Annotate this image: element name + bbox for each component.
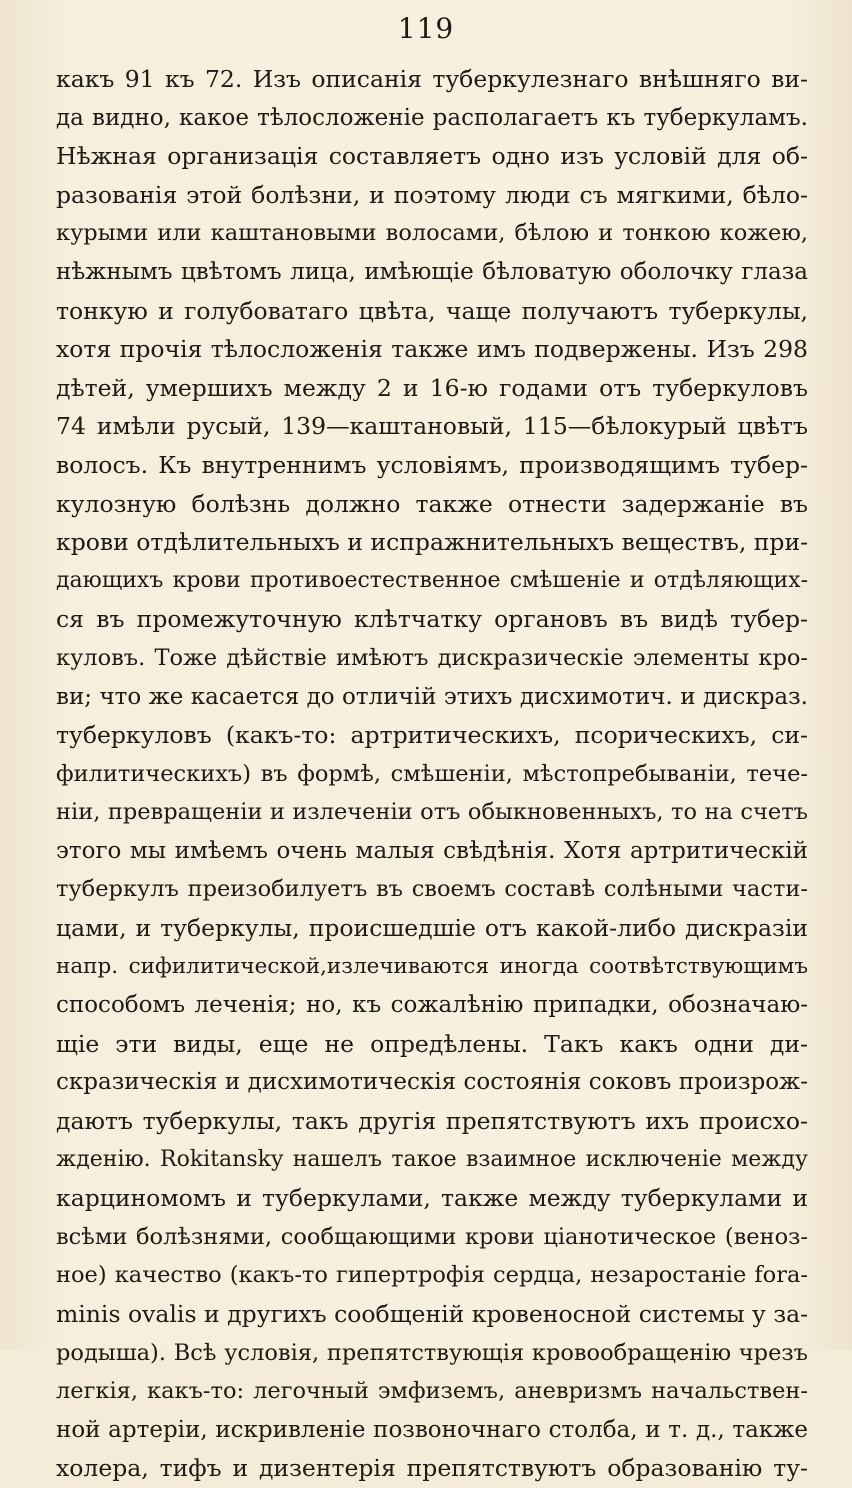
text-line: нѣжнымъ цвѣтомъ лица, имѣющіе бѣловатую оболочку глаза <box>56 258 808 285</box>
text-line: этого мы имѣемъ очень малыя свѣдѣнія. Хотя артритическій <box>56 837 808 864</box>
text-line: способомъ леченія; но, къ сожалѣнію припадки, обозначаю- <box>56 992 808 1019</box>
text-line: ви; что же касается до отличій этихъ дисхимотич. и дискраз. <box>56 683 808 710</box>
text-line: ся въ промежуточную клѣтчатку органовъ въ видѣ тубер- <box>56 605 808 634</box>
text-line: волосъ. Къ внутреннимъ условіямъ, производящимъ тубер- <box>56 450 808 479</box>
text-line: какъ 91 къ 72. Изъ описанія туберкулезнаго внѣшняго ви- <box>56 65 808 93</box>
text-line: кулозную болѣзнь должно также отнести задержаніе въ <box>56 489 808 518</box>
text-line: скразическія и дисхимотическія состоянія соковъ произрож- <box>56 1069 808 1096</box>
text-line: ніи, превращеніи и излеченіи отъ обыкновенныхъ, то на счетъ <box>56 799 808 826</box>
text-line: холера, тифъ и дизентерія препятствуютъ образованію ту- <box>56 1454 808 1483</box>
text-line: разованія этой болѣзни, и поэтому люди съ мягкими, бѣло- <box>56 180 808 209</box>
text-line: даютъ туберкулы, такъ другія препятствуютъ ихъ происхо- <box>56 1107 808 1136</box>
text-line: minis ovalis и другихъ сообщеній кровеносной системы у за- <box>56 1300 808 1328</box>
text-line: 74 имѣли русый, 139—каштановый, 115—бѣлокурый цвѣтъ <box>56 412 808 441</box>
text-line: да видно, какое тѣлосложеніе располагаетъ къ туберкуламъ. <box>56 104 808 131</box>
text-line: туберкуловъ (какъ-то: артритическихъ, псорическихъ, си- <box>56 721 808 750</box>
text-line: крови отдѣлительныхъ и испражнительныхъ веществъ, при- <box>56 528 808 557</box>
text-line: щіе эти виды, еще не опредѣлены. Такъ какъ одни ди- <box>56 1029 808 1058</box>
text-line: цами, и туберкулы, происшедшіе отъ какой-либо дискразіи <box>56 914 808 943</box>
text-line: родыша). Всѣ условія, препятствующія кровообращенію чрезъ <box>56 1339 808 1366</box>
text-line: легкія, какъ-то: легочный эмфиземъ, аневризмъ начальствен- <box>56 1378 808 1405</box>
text-line: жденію. Rokitansky нашелъ такое взаимное исключеніе между <box>56 1146 808 1172</box>
text-line: дающихъ крови противоестественное смѣшеніе и отдѣляющих- <box>56 567 808 593</box>
text-line: тонкую и голубоватаго цвѣта, чаще получаютъ туберкулы, <box>56 296 808 325</box>
text-line: всѣми болѣзнями, сообщающими крови ціанотическое (веноз- <box>56 1223 808 1250</box>
text-line: филитическихъ) въ формѣ, смѣшеніи, мѣстопребываніи, тече- <box>56 760 808 787</box>
text-line: напр. сифилитической,излечиваются иногда соотвѣтствующимъ <box>56 953 808 979</box>
text-line: куловъ. Тоже дѣйствіе имѣютъ дискразическіе элементы кро- <box>56 644 808 671</box>
text-line: туберкулъ преизобилуетъ въ своемъ составѣ солѣными части- <box>56 876 808 903</box>
text-line: дѣтей, умершихъ между 2 и 16-ю годами отъ туберкуловъ <box>56 373 808 402</box>
text-line: курыми или каштановыми волосами, бѣлою и тонкою кожею, <box>56 220 808 247</box>
page-number: 119 <box>397 12 455 45</box>
text-line: карциномомъ и туберкулами, также между туберкулами и <box>56 1184 808 1213</box>
text-line: ной артеріи, искривленіе позвоночнаго столба, и т. д., также <box>56 1416 808 1443</box>
page-text-body <box>56 60 808 1488</box>
text-line: Нѣжная организація составляетъ одно изъ условій для об- <box>56 142 808 171</box>
text-line: ное) качество (какъ-то гипертрофія сердца, незаростаніе fora- <box>56 1262 808 1289</box>
text-line: хотя прочія тѣлосложенія также имъ подвержены. Изъ 298 <box>56 335 808 364</box>
